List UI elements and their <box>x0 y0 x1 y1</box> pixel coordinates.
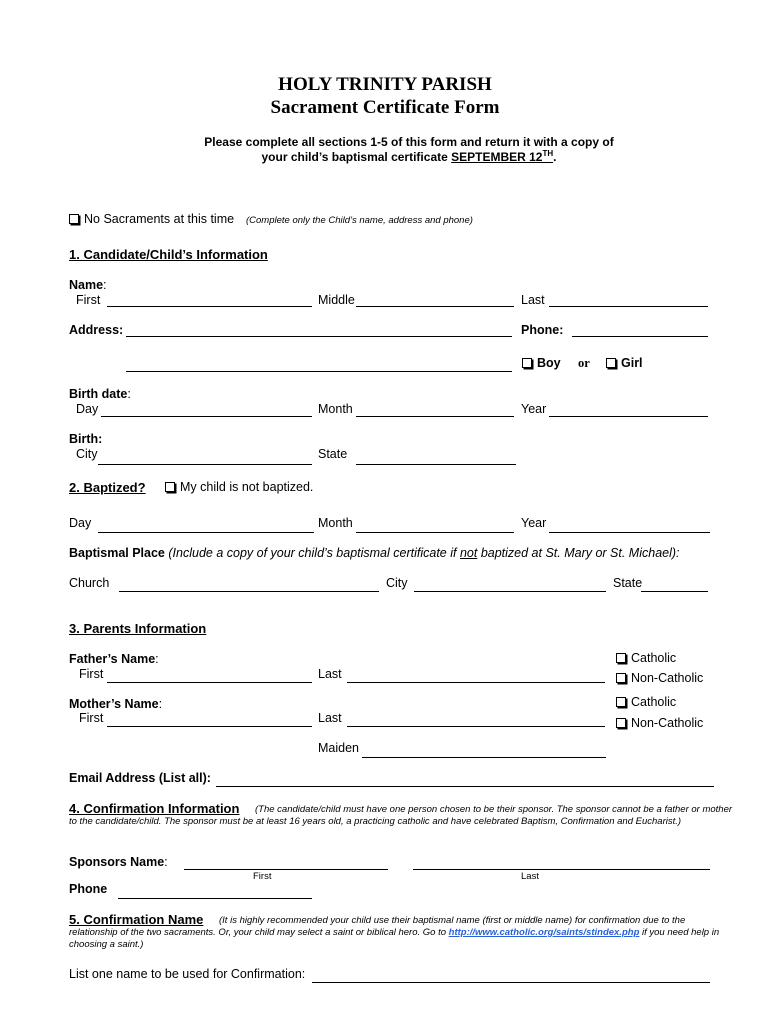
baptism-day-label: Day <box>69 516 92 530</box>
sponsor-first-field[interactable] <box>184 869 388 870</box>
baptismal-place-note <box>168 546 679 560</box>
note-text: (Include a copy of your child’s baptismal certificate if <box>168 546 460 560</box>
sponsor-phone-field[interactable] <box>118 898 312 899</box>
saints-link[interactable]: http://www.catholic.org/saints/stindex.php <box>448 927 640 938</box>
baptism-day-field[interactable] <box>98 532 314 533</box>
mother-non-catholic-option[interactable] <box>616 716 703 730</box>
mother-first-field[interactable] <box>107 726 312 727</box>
email-field[interactable] <box>216 786 714 787</box>
deadline-date <box>451 150 553 164</box>
section-5-note <box>69 915 734 951</box>
instructions-period: . <box>553 150 557 164</box>
note-text: baptized at St. Mary or St. Michael): <box>477 546 680 560</box>
deadline-text: SEPTEMBER 12 <box>451 150 543 164</box>
checkbox-icon[interactable] <box>616 673 626 683</box>
boy-label: Boy <box>537 356 561 370</box>
checkbox-icon[interactable] <box>69 214 79 224</box>
colon: : <box>164 855 168 869</box>
birth-city-label: City <box>76 447 98 461</box>
baptism-state-label: State <box>613 576 643 590</box>
checkbox-icon[interactable] <box>616 697 626 707</box>
birth-city-field[interactable] <box>98 464 312 465</box>
mother-first-label: First <box>79 711 104 725</box>
birth-month-label: Month <box>318 402 353 416</box>
birth-date-text: Birth date <box>69 387 128 401</box>
church-label: Church <box>69 576 110 590</box>
sponsors-name-label <box>69 855 168 869</box>
sponsor-last-field[interactable] <box>413 869 710 870</box>
maiden-name-field[interactable] <box>362 757 606 758</box>
mother-name-label <box>69 697 162 711</box>
father-last-field[interactable] <box>347 682 605 683</box>
birth-label: Birth: <box>69 432 103 446</box>
middle-name-field[interactable] <box>356 306 514 307</box>
email-label: Email Address (List all): <box>69 771 211 785</box>
birth-state-label: State <box>318 447 348 461</box>
no-sacraments-label: No Sacraments at this time <box>84 212 235 226</box>
baptism-month-label: Month <box>318 516 353 530</box>
girl-option[interactable] <box>606 356 643 370</box>
mother-label-text: Mother’s Name <box>69 697 159 711</box>
middle-name-label: Middle <box>318 293 355 307</box>
first-name-label: First <box>76 293 101 307</box>
note-not: not <box>459 546 478 560</box>
deadline-superscript: TH <box>542 149 554 158</box>
baptismal-place-line <box>69 546 680 560</box>
note-text: (It is highly recommended your child use their baptismal name (first or middle name) for confirmation due to the relationship of the two sacraments. Or, your child may select a saint or biblical hero. Go to <box>69 915 686 938</box>
church-field[interactable] <box>119 591 379 592</box>
phone-field[interactable] <box>572 336 708 337</box>
catholic-label: Catholic <box>631 695 677 709</box>
instructions-line-2 <box>0 149 770 164</box>
birth-day-label: Day <box>76 402 99 416</box>
baptismal-place-label: Baptismal Place <box>69 546 165 560</box>
checkbox-icon[interactable] <box>616 718 626 728</box>
name-label-text: Name <box>69 278 104 292</box>
mother-last-field[interactable] <box>347 726 605 727</box>
birth-year-field[interactable] <box>549 416 708 417</box>
maiden-label: Maiden <box>318 741 359 755</box>
baptism-state-field[interactable] <box>641 591 708 592</box>
section-3-heading: 3. Parents Information <box>69 621 207 636</box>
father-first-field[interactable] <box>107 682 312 683</box>
confirmation-name-label: List one name to be used for Confirmation: <box>69 967 306 981</box>
checkbox-icon[interactable] <box>616 653 626 663</box>
non-catholic-label: Non-Catholic <box>631 716 704 730</box>
mother-last-label: Last <box>318 711 342 725</box>
section-4-note: (The candidate/child must have one person chosen to be their sponsor. The sponsor cannot be a father or mother to the candidate/child. The sponsor must be at least 16 years old, a practicing catholic and have celebrated Baptism, Confirmation and Eucharist.) <box>69 804 733 827</box>
sponsors-label-text: Sponsors Name <box>69 855 165 869</box>
not-baptized-option[interactable] <box>165 480 313 494</box>
birth-year-label: Year <box>521 402 547 416</box>
form-title: Sacrament Certificate Form <box>270 97 500 118</box>
address-field-2[interactable] <box>126 371 512 372</box>
checkbox-icon[interactable] <box>606 358 616 368</box>
baptism-year-label: Year <box>521 516 547 530</box>
catholic-label: Catholic <box>631 651 677 665</box>
sponsor-phone-label: Phone <box>69 882 108 896</box>
birth-month-field[interactable] <box>356 416 514 417</box>
colon: : <box>103 278 107 292</box>
last-name-field[interactable] <box>549 306 708 307</box>
baptism-city-field[interactable] <box>414 591 606 592</box>
baptism-month-field[interactable] <box>356 532 514 533</box>
mother-catholic-option[interactable] <box>616 695 676 709</box>
baptism-year-field[interactable] <box>549 532 710 533</box>
colon: : <box>155 652 159 666</box>
instructions-line-1: Please complete all sections 1-5 of this form and return it with a copy of <box>204 135 614 149</box>
first-name-field[interactable] <box>107 306 312 307</box>
address-label: Address: <box>69 323 124 337</box>
sponsor-first-caption: First <box>253 871 272 882</box>
baptism-city-label: City <box>386 576 408 590</box>
girl-label: Girl <box>621 356 643 370</box>
checkbox-icon[interactable] <box>522 358 532 368</box>
father-catholic-option[interactable] <box>616 651 676 665</box>
section-5-heading: 5. Confirmation Name <box>69 912 204 927</box>
colon: : <box>127 387 131 401</box>
father-name-label <box>69 652 159 666</box>
section-2-heading: 2. Baptized? <box>69 480 146 495</box>
checkbox-icon[interactable] <box>165 482 175 492</box>
phone-label: Phone: <box>521 323 564 337</box>
father-non-catholic-option[interactable] <box>616 671 703 685</box>
note-text: if you need help in choosing a saint.) <box>69 927 720 950</box>
name-label <box>69 278 107 292</box>
father-first-label: First <box>79 667 104 681</box>
confirmation-name-field[interactable] <box>312 982 710 983</box>
no-sacraments-option[interactable] <box>69 212 234 226</box>
birth-day-field[interactable] <box>101 416 312 417</box>
father-last-label: Last <box>318 667 342 681</box>
instructions-text: your child’s baptismal certificate <box>261 150 448 164</box>
parish-title: HOLY TRINITY PARISH <box>278 74 492 95</box>
birth-date-label <box>69 387 131 401</box>
section-1-heading: 1. Candidate/Child’s Information <box>69 247 268 262</box>
non-catholic-label: Non-Catholic <box>631 671 704 685</box>
sponsor-last-caption: Last <box>521 871 539 882</box>
or-text: or <box>578 356 590 370</box>
not-baptized-label: My child is not baptized. <box>180 480 314 494</box>
last-name-label: Last <box>521 293 545 307</box>
address-field-1[interactable] <box>126 336 512 337</box>
section-4-heading: 4. Confirmation Information <box>69 801 240 816</box>
boy-option[interactable] <box>522 356 561 370</box>
father-label-text: Father’s Name <box>69 652 156 666</box>
no-sacraments-note: (Complete only the Child’s name, address and phone) <box>246 215 473 226</box>
colon: : <box>158 697 163 711</box>
birth-state-field[interactable] <box>356 464 516 465</box>
